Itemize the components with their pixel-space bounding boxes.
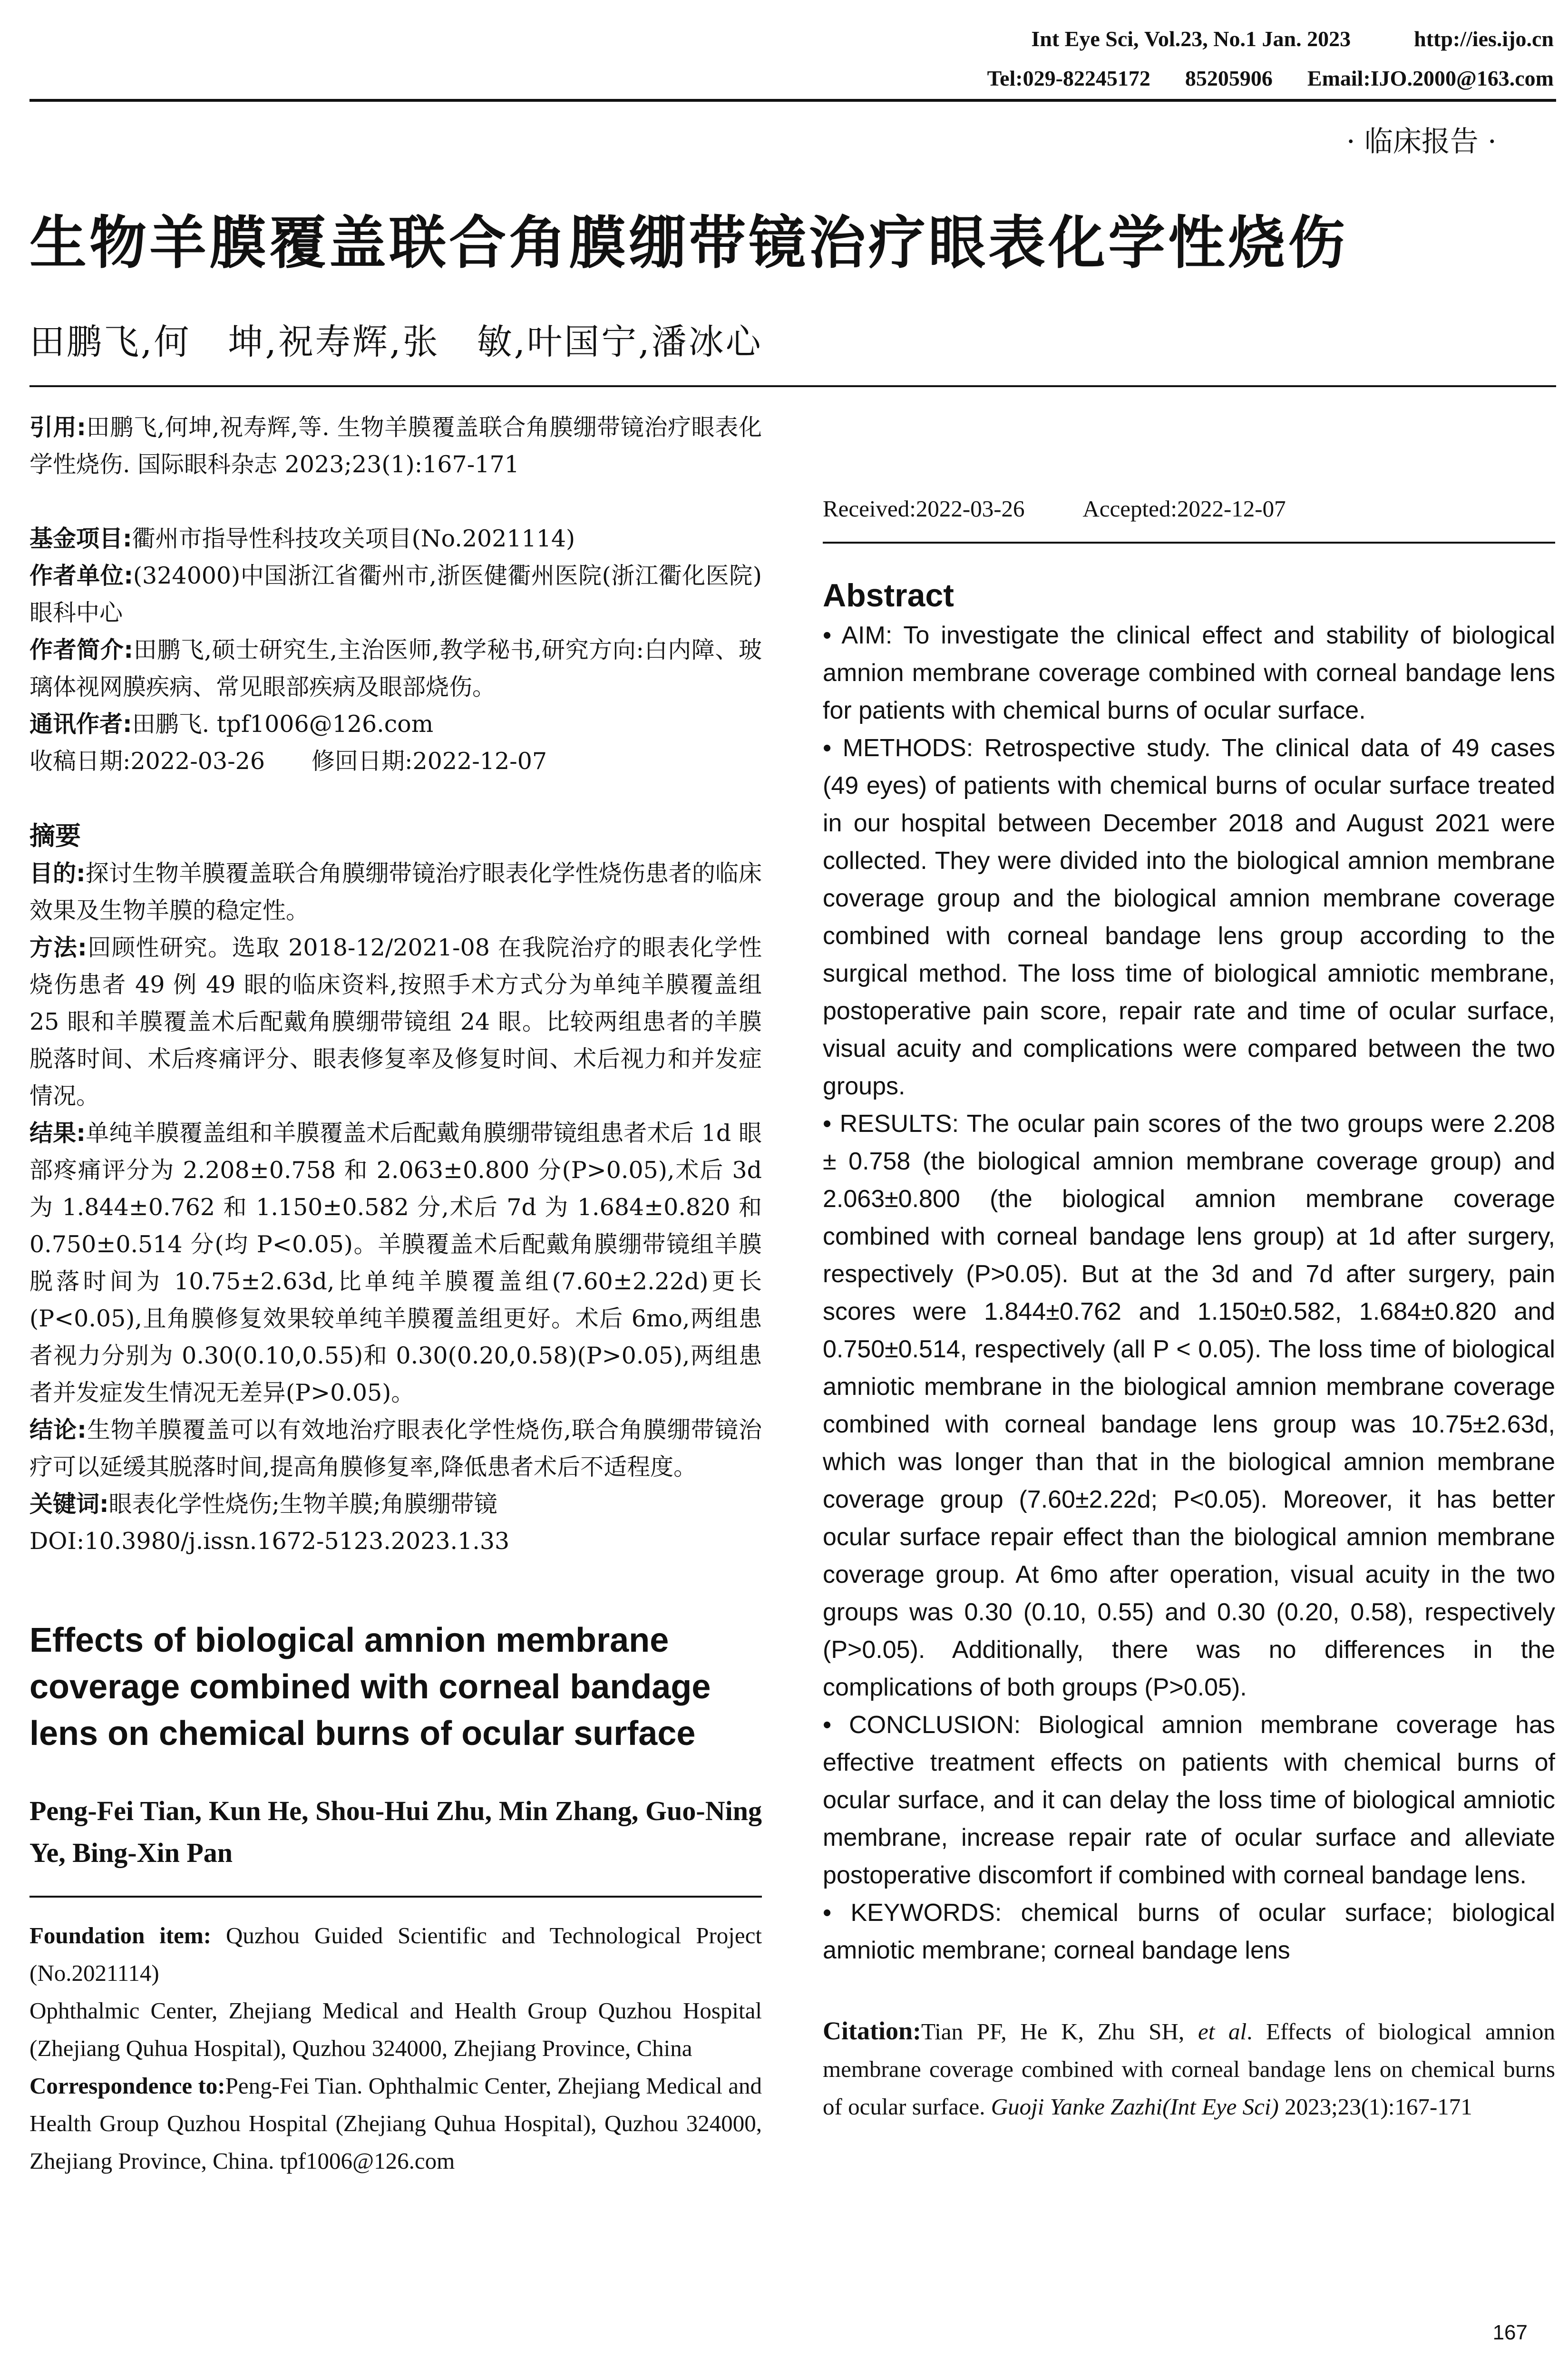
article-title-cn: 生物羊膜覆盖联合角膜绷带镜治疗眼表化学性烧伤 <box>29 210 1348 276</box>
keywords-en-text: chemical burns of ocular surface; biological amniotic membrane; corneal bandage lens <box>823 1899 1555 1964</box>
corr-text: 田鹏飞. tpf1006@126.com <box>132 711 434 738</box>
title-rule <box>29 385 1556 387</box>
citation-en-journal: Guoji Yanke Zazhi(Int Eye Sci) <box>991 2094 1279 2120</box>
section-label: · 临床报告 · <box>1346 125 1497 158</box>
page-number: 167 <box>1492 2321 1528 2344</box>
conclusion-en-text: Biological amnion membrane coverage has effective treatment effects on patients with chemical burns of ocular surface, and it can delay the loss time of biological amniotic membrane, increase repair rate of ocular surface and alleviate postoperative discomfort if combined with corneal bandage lens. <box>823 1711 1556 1889</box>
aim-cn-text: 探讨生物羊膜覆盖联合角膜绷带镜治疗眼表化学性烧伤患者的临床效果及生物羊膜的稳定性。 <box>29 860 762 924</box>
keywords-en-label: KEYWORDS: <box>850 1899 1002 1927</box>
conclusion-cn-label: 结论: <box>29 1416 87 1443</box>
header-rule <box>29 99 1556 102</box>
journal-email[interactable]: Email:IJO.2000@163.com <box>1307 66 1554 90</box>
methods-cn-label: 方法: <box>29 934 87 961</box>
authors-cn: 田鹏飞,何 坤,祝寿辉,张 敏,叶国宁,潘冰心 <box>29 321 763 362</box>
foundation-en-label: Foundation item: <box>29 1922 212 1948</box>
corr-label: 通讯作者: <box>29 711 132 738</box>
correspondence-en-label: Correspondence to: <box>29 2073 225 2099</box>
results-en-label: RESULTS: <box>839 1110 959 1138</box>
journal-issue-date: No.1 Jan. 2023 <box>1213 27 1351 51</box>
citation-cn-label: 引用: <box>29 414 86 441</box>
bio-info <box>29 632 762 706</box>
results-cn-label: 结果: <box>29 1120 86 1147</box>
foundation-en-text: Quzhou Guided Scientific and Technological Project (No.2021114) <box>29 1922 762 1986</box>
journal-volume: Vol.23 <box>1144 27 1203 51</box>
correspondence-en-text: Peng-Fei Tian. Ophthalmic Center, Zhejiang Medical and Health Group Quzhou Hospital (Zhejiang Quhua Hospital), Quzhou 324000, Zhejiang Province, China. tpf1006@126.com <box>29 2073 762 2174</box>
journal-header-line: Int Eye Sci, Vol.23, No.1 Jan. 2023 http://ies.ijo.cn <box>1031 27 1554 51</box>
abstract-cn-heading: 摘要 <box>29 821 81 851</box>
journal-contact-line <box>987 66 1554 91</box>
fund-text: 衢州市指导性科技攻关项目(No.2021114) <box>132 525 575 552</box>
conclusion-en-label: CONCLUSION: <box>849 1711 1021 1739</box>
correspondence-en <box>29 2067 762 2180</box>
left-column <box>29 409 762 2180</box>
citation-cn-text: 田鹏飞,何坤,祝寿辉,等. 生物羊膜覆盖联合角膜绷带镜治疗眼表化学性烧伤. 国际眼科杂志 2023;23(1):167-171 <box>29 414 762 478</box>
abstract-en-results: • RESULTS: The ocular pain scores of the two groups were 2.208 ± 0.758 (the biological amnion membrane coverage group) and 2.063±0.800 (the biological amnion membrane coverage combined with corneal bandage lens group) at 1d after surgery, respectively (P>0.05). But at the 3d and 7d after surgery, pain scores were 1.844±0.762 and 1.150±0.582, 1.684±0.820 and 0.750±0.514, respectively (all P < 0.05). The loss time of biological amniotic membrane in the biological amnion membrane coverage combined with corneal bandage lens group was 10.75±2.63d, which was longer than that in the biological amnion membrane coverage group (7.60±2.22d; P<0.05). Moreover, it has better ocular surface repair effect than the biological amnion membrane coverage group. At 6mo after operation, visual acuity in the two groups was 0.30 (0.10, 0.55) and 0.30 (0.20, 0.58), respectively (P>0.05). Additionally, there was no differences in the complications of both groups (P>0.05). <box>823 1110 1556 1701</box>
accepted-en-date: Accepted:2022-12-07 <box>1082 496 1286 522</box>
citation-en-title: . Effects of biological amnion membrane coverage combined with corneal bandage lens on chemical burns of ocular surface. <box>823 2018 1556 2120</box>
citation-en-label: Citation: <box>823 2017 921 2045</box>
abstract-cn-conclusion <box>29 1412 762 1486</box>
aim-cn-label: 目的: <box>29 860 86 887</box>
methods-cn-text: 回顾性研究。选取 2018-12/2021-08 在我院治疗的眼表化学性烧伤患者 49 例 49 眼的临床资料,按照手术方式分为单纯羊膜覆盖组 25 眼和羊膜覆盖术后配戴角膜绷带镜组 24 眼。比较两组患者的羊膜脱落时间、术后疼痛评分、眼表修复率及修复时间、术后视力和并发症情况。 <box>29 934 762 1110</box>
journal-url[interactable]: http://ies.ijo.cn <box>1414 27 1554 51</box>
authors-en: Peng-Fei Tian, Kun He, Shou-Hui Zhu, Min Zhang, Guo-Ning Ye, Bing-Xin Pan <box>29 1795 762 1868</box>
authors-rule <box>29 1896 762 1898</box>
results-cn-text: 单纯羊膜覆盖组和羊膜覆盖术后配戴角膜绷带镜组患者术后 1d 眼部疼痛评分为 2.208±0.758 和 2.063±0.800 分(P>0.05),术后 3d 为 1.844±0.762 和 1.150±0.582 分,术后 7d 为 1.684±0.820 和 0.750±0.514 分(均 P<0.05)。羊膜覆盖术后配戴角膜绷带镜组羊膜脱落时间为 10.75±2.63d,比单纯羊膜覆盖组(7.60±2.22d)更长(P<0.05),且角膜修复效果较单纯羊膜覆盖组更好。术后 6mo,两组患者视力分别为 0.30(0.10,0.55)和 0.30(0.20,0.58)(P>0.05),两组患者并发症发生情况无差异(P>0.05)。 <box>29 1120 762 1406</box>
bio-label: 作者简介: <box>29 636 134 663</box>
keywords-cn-text: 眼表化学性烧伤;生物羊膜;角膜绷带镜 <box>108 1490 497 1518</box>
received-cn: 收稿日期:2022-03-26 修回日期:2022-12-07 <box>29 748 547 775</box>
journal-name: Int Eye Sci <box>1031 27 1134 51</box>
abstract-cn-aim <box>29 855 762 929</box>
aim-en-text: To investigate the clinical effect and stability of biological amnion membrane coverage combined with corneal bandage lens for patients with chemical burns of ocular surface. <box>823 622 1555 724</box>
results-en-text: The ocular pain scores of the two groups were 2.208 ± 0.758 (the biological amnion membrane coverage group) and 2.063±0.800 (the biological amnion membrane coverage combined with corneal bandage lens group) at 1d after surgery, respectively (P>0.05). But at the 3d and 7d after surgery, pain scores were 1.844±0.762 and 1.150±0.582, 1.684±0.820 and 0.750±0.514, respectively (all P < 0.05). The loss time of biological amniotic membrane in the biological amnion membrane coverage combined with corneal bandage lens group was 10.75±2.63d, which was longer than that in the biological amnion membrane coverage group (7.60±2.22d; P<0.05). Moreover, it has better ocular surface repair effect than the biological amnion membrane coverage group. At 6mo after operation, visual acuity in the two groups was 0.30 (0.10, 0.55) and 0.30 (0.20, 0.58), respectively (P>0.05). Additionally, there was no differences in the complications of both groups (P>0.05). <box>823 1110 1556 1701</box>
fund-info <box>29 520 762 557</box>
keywords-cn-label: 关键词: <box>29 1490 109 1518</box>
received-en-date: Received:2022-03-26 <box>823 496 1025 522</box>
journal-tel: Tel:029-82245172 <box>987 66 1150 90</box>
abstract-cn-keywords <box>29 1486 762 1523</box>
abstract-cn-results <box>29 1115 762 1412</box>
abstract-en-conclusion: • CONCLUSION: Biological amnion membrane coverage has effective treatment effects on patients with chemical burns of ocular surface, and it can delay the loss time of biological amniotic membrane, increase repair rate of ocular surface and alleviate postoperative discomfort if combined with corneal bandage lens. <box>823 1711 1556 1889</box>
methods-en-text: Retrospective study. The clinical data of 49 cases (49 eyes) of patients with chemical burns of ocular surface treated in our hospital between December 2018 and August 2021 were collected. They were divided into the biological amnion membrane coverage group and the biological amnion membrane coverage combined with corneal bandage lens group according to the surgical method. The loss time of biological amniotic membrane, postoperative pain score, repair rate and time of ocular surface, visual acuity and complications were compared between the two groups. <box>823 734 1556 1100</box>
unit-label: 作者单位: <box>29 562 133 589</box>
right-column <box>823 414 1555 2125</box>
journal-tel2: 85205906 <box>1185 66 1273 90</box>
citation-en-authors: Tian PF, He K, Zhu SH, <box>921 2018 1185 2045</box>
aim-en-label: AIM: <box>841 622 893 649</box>
abstract-en-keywords: • KEYWORDS: chemical burns of ocular surface; biological amniotic membrane; corneal bandage lens <box>823 1899 1555 1964</box>
abstract-cn-methods <box>29 929 762 1115</box>
unit-text: (324000)中国浙江省衢州市,浙医健衢州医院(浙江衢化医院)眼科中心 <box>29 562 762 626</box>
foundation-en <box>29 1917 762 1992</box>
article-title-en: Effects of biological amnion membrane coverage combined with corneal bandage lens on chemical burns of ocular surface <box>29 1621 711 1753</box>
citation-en-etal: et al <box>1198 2018 1247 2045</box>
doi[interactable]: DOI:10.3980/j.issn.1672-5123.2023.1.33 <box>29 1528 510 1555</box>
received-en <box>823 490 1555 527</box>
methods-en-label: METHODS: <box>842 734 974 762</box>
fund-label: 基金项目: <box>29 525 132 552</box>
citation-en <box>823 2012 1555 2125</box>
citation-cn <box>29 409 762 483</box>
bio-text: 田鹏飞,硕士研究生,主治医师,教学秘书,研究方向:白内障、玻璃体视网膜疾病、常见眼部疾病及眼部烧伤。 <box>29 636 762 701</box>
affiliation-en: Ophthalmic Center, Zhejiang Medical and Health Group Quzhou Hospital (Zhejiang Quhua Hospital), Quzhou 324000, Zhejiang Province, China <box>29 1997 762 2061</box>
received-rule <box>823 542 1555 544</box>
abstract-en-aim: • AIM: To investigate the clinical effect and stability of biological amnion membrane coverage combined with corneal bandage lens for patients with chemical burns of ocular surface. <box>823 622 1555 724</box>
citation-en-volume: 2023;23(1):167-171 <box>1285 2094 1472 2120</box>
conclusion-cn-text: 生物羊膜覆盖可以有效地治疗眼表化学性烧伤,联合角膜绷带镜治疗可以延缓其脱落时间,提高角膜修复率,降低患者术后不适程度。 <box>29 1416 762 1481</box>
unit-info <box>29 557 762 632</box>
abstract-en-title: Abstract <box>823 577 954 614</box>
abstract-en-methods: • METHODS: Retrospective study. The clinical data of 49 cases (49 eyes) of patients with chemical burns of ocular surface treated in our hospital between December 2018 and August 2021 were collected. They were divided into the biological amnion membrane coverage group and the biological amnion membrane coverage combined with corneal bandage lens group according to the surgical method. The loss time of biological amniotic membrane, postoperative pain score, repair rate and time of ocular surface, visual acuity and complications were compared between the two groups. <box>823 734 1556 1100</box>
corr-info <box>29 706 762 743</box>
